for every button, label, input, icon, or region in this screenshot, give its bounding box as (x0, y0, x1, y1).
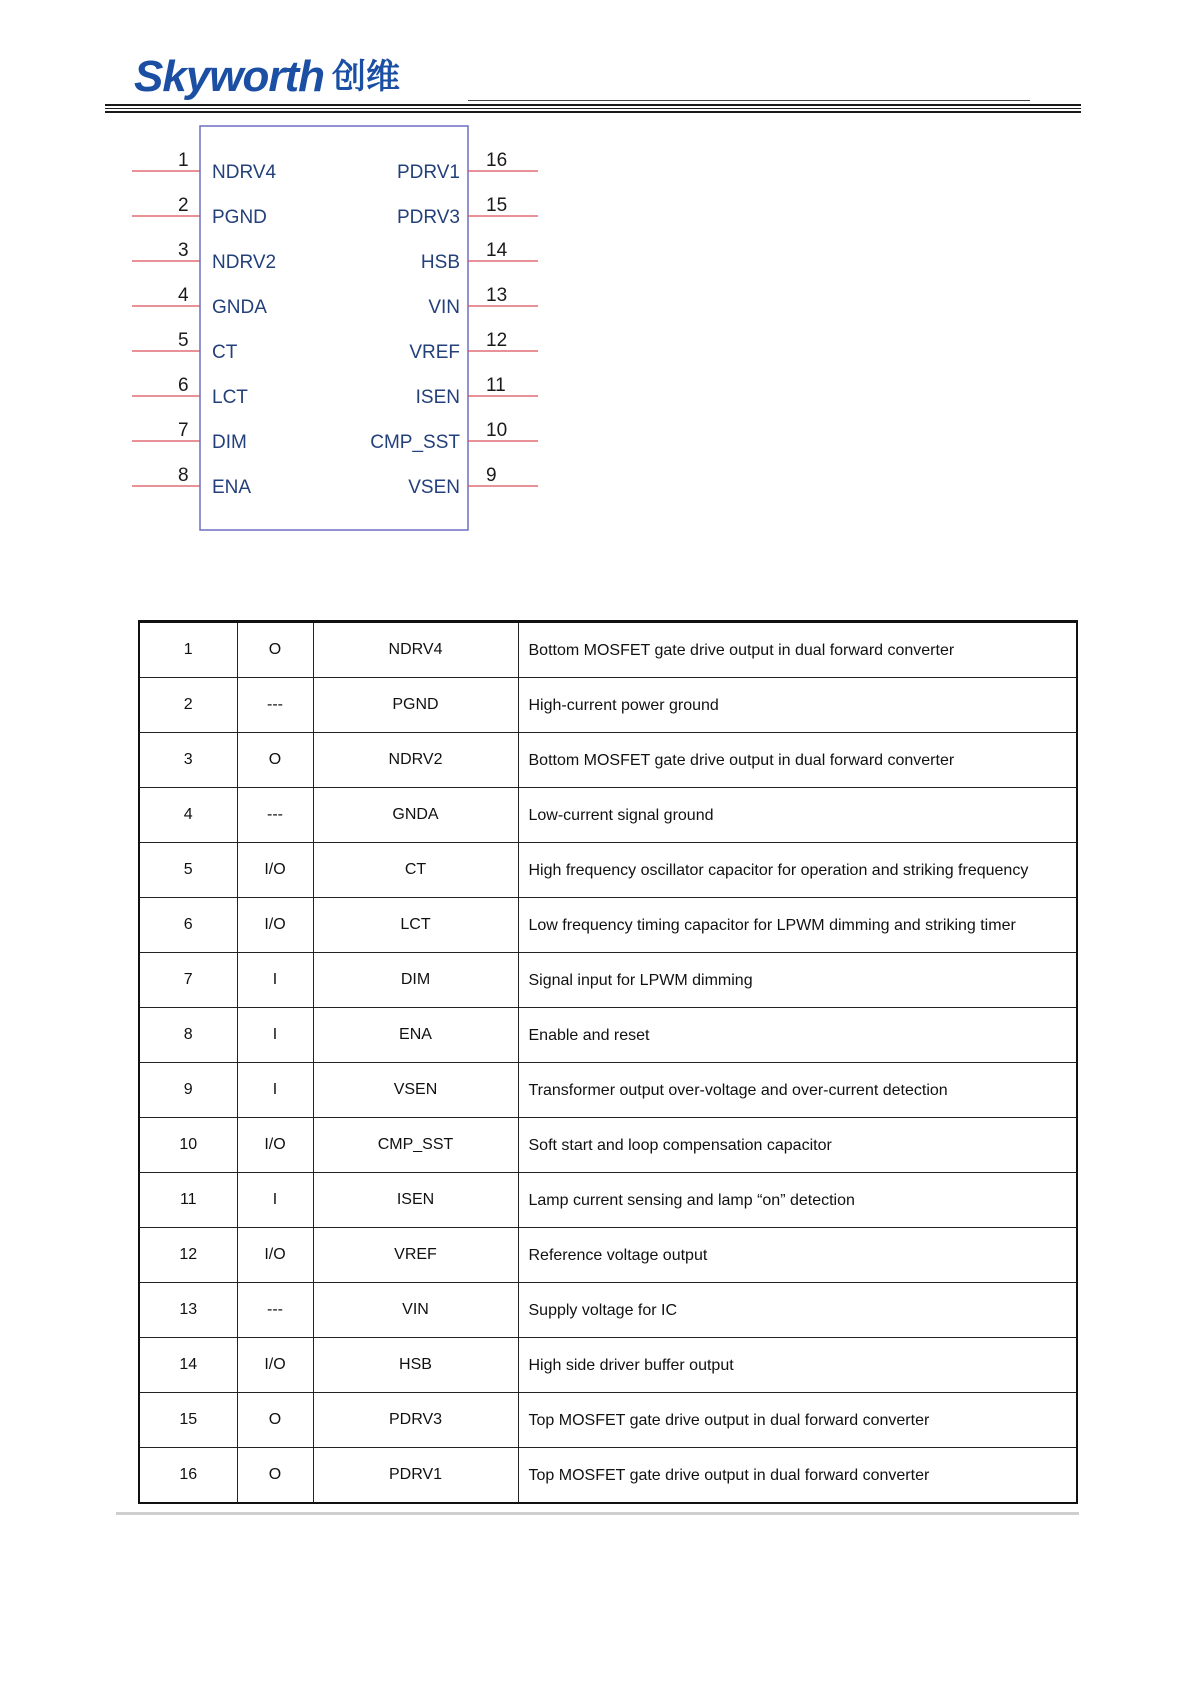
io-type-cell: I (237, 1173, 313, 1228)
pin-number-right: 13 (486, 285, 508, 306)
pin-name-cell: ENA (313, 1008, 518, 1063)
description-cell: High frequency oscillator capacitor for operation and striking frequency (518, 843, 1077, 898)
pin-name-left: DIM (212, 432, 247, 453)
pin-number-right: 10 (486, 420, 508, 441)
pin-name-right: ISEN (415, 387, 460, 408)
io-type-cell: --- (237, 1283, 313, 1338)
table-row (139, 1283, 1077, 1338)
pin-name-right: VIN (428, 297, 460, 318)
pin-name-cell: NDRV2 (313, 733, 518, 788)
io-type-cell: I/O (237, 1338, 313, 1393)
pin-number-cell: 9 (139, 1063, 237, 1118)
table-row (139, 622, 1077, 678)
table-row (139, 1338, 1077, 1393)
io-type-cell: O (237, 1393, 313, 1448)
pin-name-left: GNDA (212, 297, 267, 318)
pin-name-cell: PDRV3 (313, 1393, 518, 1448)
pin-number-cell: 16 (139, 1448, 237, 1504)
pin-name-left: NDRV4 (212, 162, 277, 183)
io-type-cell: --- (237, 678, 313, 733)
pin-number-left: 1 (178, 150, 189, 171)
pin-name-cell: CT (313, 843, 518, 898)
io-type-cell: I (237, 953, 313, 1008)
pin-name-cell: VIN (313, 1283, 518, 1338)
table-row (139, 1393, 1077, 1448)
pin-number-left: 3 (178, 240, 189, 261)
io-type-cell: O (237, 1448, 313, 1504)
table-row (139, 1448, 1077, 1504)
description-cell: Low frequency timing capacitor for LPWM dimming and striking timer (518, 898, 1077, 953)
pin-name-right: HSB (420, 252, 460, 273)
description-cell: High side driver buffer output (518, 1338, 1077, 1393)
io-type-cell: O (237, 733, 313, 788)
pin-name-cell: VREF (313, 1228, 518, 1283)
pin-name-right: VSEN (408, 477, 460, 498)
pin-number-left: 4 (178, 285, 189, 306)
pin-name-right: PDRV3 (396, 207, 460, 228)
pin-name-left: ENA (212, 477, 252, 498)
pin-number-cell: 1 (139, 622, 237, 678)
pin-number-left: 2 (178, 195, 189, 216)
ic-body (200, 126, 468, 530)
pin-number-cell: 2 (139, 678, 237, 733)
description-cell: Transformer output over-voltage and over-current detection (518, 1063, 1077, 1118)
pin-number-right: 16 (486, 150, 508, 171)
description-cell: Top MOSFET gate drive output in dual forward converter (518, 1448, 1077, 1504)
pin-number-cell: 11 (139, 1173, 237, 1228)
description-cell: High-current power ground (518, 678, 1077, 733)
pin-name-cell: NDRV4 (313, 622, 518, 678)
pin-number-cell: 15 (139, 1393, 237, 1448)
description-cell: Enable and reset (518, 1008, 1077, 1063)
pin-name-left: CT (212, 342, 238, 363)
io-type-cell: I/O (237, 1118, 313, 1173)
table-row (139, 1173, 1077, 1228)
pin-number-left: 6 (178, 375, 189, 396)
pin-number-right: 12 (486, 330, 508, 351)
pin-number-cell: 8 (139, 1008, 237, 1063)
pin-number-cell: 7 (139, 953, 237, 1008)
pin-name-cell: ISEN (313, 1173, 518, 1228)
pin-description-table (138, 620, 1078, 1504)
pin-name-left: LCT (212, 387, 248, 408)
io-type-cell: I/O (237, 843, 313, 898)
pin-name-cell: PGND (313, 678, 518, 733)
pin-name-cell: HSB (313, 1338, 518, 1393)
pin-number-left: 5 (178, 330, 189, 351)
description-cell: Low-current signal ground (518, 788, 1077, 843)
pin-number-cell: 4 (139, 788, 237, 843)
pin-number-right: 14 (486, 240, 508, 261)
table-row (139, 1228, 1077, 1283)
description-cell: Reference voltage output (518, 1228, 1077, 1283)
pin-name-right: VREF (409, 342, 460, 363)
table-row (139, 678, 1077, 733)
pin-number-left: 8 (178, 465, 189, 486)
description-cell: Signal input for LPWM dimming (518, 953, 1077, 1008)
description-cell: Soft start and loop compensation capacitor (518, 1118, 1077, 1173)
io-type-cell: I/O (237, 1228, 313, 1283)
pin-name-cell: LCT (313, 898, 518, 953)
pin-name-cell: VSEN (313, 1063, 518, 1118)
io-type-cell: O (237, 622, 313, 678)
pin-number-right: 11 (486, 375, 506, 396)
pin-name-left: PGND (212, 207, 267, 228)
logo-english: Skyworth (134, 52, 325, 101)
description-cell: Supply voltage for IC (518, 1283, 1077, 1338)
table-row (139, 1118, 1077, 1173)
pin-number-cell: 13 (139, 1283, 237, 1338)
pin-number-cell: 12 (139, 1228, 237, 1283)
io-type-cell: I (237, 1008, 313, 1063)
pin-number-right: 9 (486, 465, 497, 486)
pin-number-cell: 10 (139, 1118, 237, 1173)
pin-number-cell: 6 (139, 898, 237, 953)
description-cell: Lamp current sensing and lamp “on” detection (518, 1173, 1077, 1228)
pin-name-cell: GNDA (313, 788, 518, 843)
description-cell: Bottom MOSFET gate drive output in dual forward converter (518, 733, 1077, 788)
pin-name-right: CMP_SST (370, 432, 460, 453)
pin-name-right: PDRV1 (396, 162, 460, 183)
pin-name-left: NDRV2 (212, 252, 277, 273)
table-row (139, 1008, 1077, 1063)
pin-name-cell: DIM (313, 953, 518, 1008)
pin-number-cell: 3 (139, 733, 237, 788)
pin-number-right: 15 (486, 195, 508, 216)
table-row (139, 898, 1077, 953)
table-row (139, 1063, 1077, 1118)
pin-name-cell: PDRV1 (313, 1448, 518, 1504)
pin-number-cell: 14 (139, 1338, 237, 1393)
logo-chinese: 创维 (332, 57, 401, 97)
io-type-cell: I (237, 1063, 313, 1118)
pinout-svg (0, 0, 1191, 560)
table-row (139, 843, 1077, 898)
table-row (139, 788, 1077, 843)
description-cell: Top MOSFET gate drive output in dual forward converter (518, 1393, 1077, 1448)
pin-number-cell: 5 (139, 843, 237, 898)
io-type-cell: --- (237, 788, 313, 843)
table-row (139, 953, 1077, 1008)
table-shadow (116, 1512, 1079, 1515)
io-type-cell: I/O (237, 898, 313, 953)
pin-name-cell: CMP_SST (313, 1118, 518, 1173)
pinout-diagram (0, 0, 1191, 560)
description-cell: Bottom MOSFET gate drive output in dual forward converter (518, 622, 1077, 678)
table-row (139, 733, 1077, 788)
pin-number-left: 7 (178, 420, 189, 441)
